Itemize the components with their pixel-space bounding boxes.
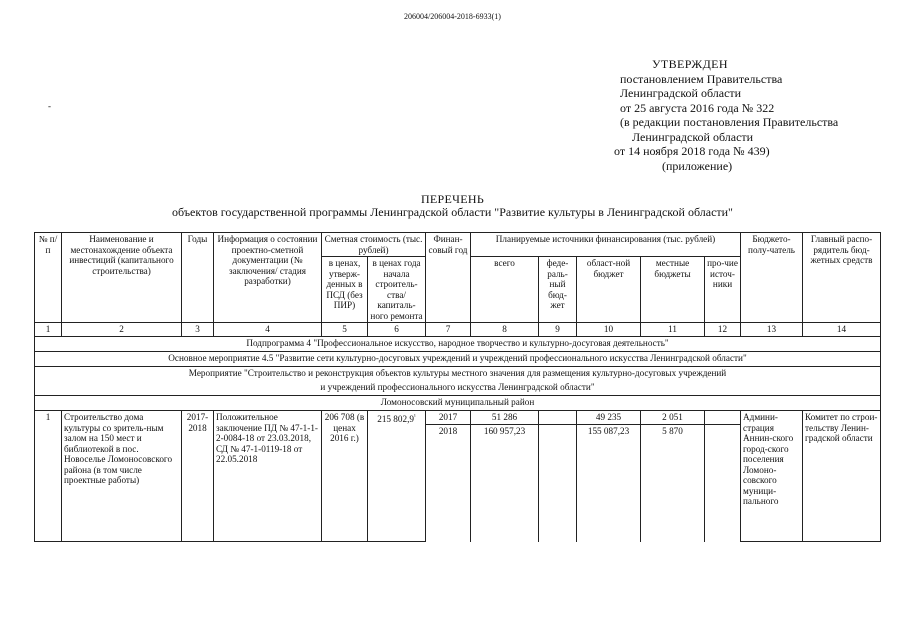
margin-mark: -	[48, 101, 51, 111]
main-activity-row: Основное мероприятие 4.5 "Развитие сети культурно-досуговых учреждений и учреждений профессионального искусства Ленинградской области"	[35, 352, 881, 367]
row-name: Строительство дома культуры со зритель-ным залом на 150 мест и библиотекой в пос. Новоселье Ломоносовского района (в том числе проектные работы)	[62, 411, 182, 542]
header-total: всего	[471, 257, 539, 323]
header-recipient: Бюджето-полу-чатель	[741, 233, 803, 323]
approval-line: Ленинградской области	[620, 86, 742, 100]
header-cost-psd: в ценах, утверж-денных в ПСД (без ПИР)	[322, 257, 368, 323]
row-years: 2017-2018	[182, 411, 214, 542]
approval-line: постановлением Правительства	[620, 71, 783, 86]
subprogram-row: Подпрограмма 4 "Профессиональное искусство, народное творчество и культурно-досуговая деятельность"	[35, 337, 881, 352]
header-fin-year: Финан-совый год	[426, 233, 471, 323]
column-number: 5	[322, 323, 368, 337]
header-other: про-чие источ-ники	[705, 257, 741, 323]
column-number: 2	[62, 323, 182, 337]
column-number: 12	[705, 323, 741, 337]
header-cost-start: в ценах года начала строитель-ства/ капиталь-ного ремонта	[368, 257, 426, 323]
row-info: Положительное заключение ПД № 47-1-1-2-0084-18 от 23.03.2018, СД № 47-1-0119-18 от 22.05.2018	[214, 411, 322, 542]
column-number: 10	[577, 323, 641, 337]
column-number: 7	[426, 323, 471, 337]
fin-regional: 155 087,23	[577, 425, 641, 542]
row-manager: Комитет по строи-тельству Ленин-градской области	[803, 411, 881, 542]
approval-line: от 14 ноября 2018 года № 439)	[614, 144, 770, 158]
row-cost-psd: 206 708 (в ценах 2016 г.)	[322, 411, 368, 542]
district-row: Ломоносовский муниципальный район	[35, 396, 881, 411]
document-title: ПЕРЕЧЕНЬ	[420, 192, 485, 206]
header-years: Годы	[182, 233, 214, 323]
approval-line: (приложение)	[662, 158, 733, 173]
footnote-mark: ¹	[413, 414, 416, 420]
column-number: 11	[641, 323, 705, 337]
activity-row: Мероприятие "Строительство и реконструкция объектов культуры местного значения для размещения культурно-досуговых учреждений	[35, 367, 881, 382]
fin-total: 51 286	[471, 411, 539, 425]
fin-federal	[539, 425, 577, 542]
column-number: 4	[214, 323, 322, 337]
document-subtitle: объектов государственной программы Ленинградской области "Развитие культуры в Ленинградской области"	[172, 205, 733, 219]
approval-line: (в редакции постановления Правительства	[620, 115, 839, 129]
column-number: 6	[368, 323, 426, 337]
objects-table	[34, 232, 881, 542]
approval-line: Ленинградской области	[632, 129, 754, 144]
activity-row-continued: и учреждений профессионального искусства Ленинградской области"	[35, 381, 881, 396]
approval-block	[608, 57, 838, 173]
header-name: Наименование и местонахождение объекта инвестиций (капитального строительства)	[62, 233, 182, 323]
row-cost-start	[368, 411, 426, 542]
fin-other	[705, 425, 741, 542]
row-recipient: Админи-страция Аннин-ского город-ского поселения Ломоно-совского муници-пального	[741, 411, 803, 542]
fin-regional: 49 235	[577, 411, 641, 425]
header-federal: феде-раль-ный бюд-жет	[539, 257, 577, 323]
column-number: 3	[182, 323, 214, 337]
header-sources: Планируемые источники финансирования (тыс. рублей)	[471, 233, 741, 257]
fin-federal	[539, 411, 577, 425]
header-info: Информация о состоянии проектно-сметной документации (№ заключения/ стадия разработки)	[214, 233, 322, 323]
header-manager: Главный распо-рядитель бюд-жетных средств	[803, 233, 881, 323]
table-row	[35, 411, 881, 425]
header-regional: област-ной бюджет	[577, 257, 641, 323]
header-cost: Сметная стоимость (тыс. рублей)	[322, 233, 426, 257]
fin-other	[705, 411, 741, 425]
row-num: 1	[35, 411, 62, 542]
approval-line: от 25 августа 2016 года № 322	[620, 100, 775, 115]
approval-heading: УТВЕРЖДЕН	[652, 57, 728, 71]
column-number: 9	[539, 323, 577, 337]
fin-local: 2 051	[641, 411, 705, 425]
header-num: № п/п	[35, 233, 62, 323]
fin-local: 5 870	[641, 425, 705, 542]
column-number: 1	[35, 323, 62, 337]
column-number: 8	[471, 323, 539, 337]
document-id: 206004/206004-2018-6933(1)	[404, 12, 501, 21]
fin-year: 2017	[426, 411, 471, 425]
header-local: местные бюджеты	[641, 257, 705, 323]
fin-year: 2018	[426, 425, 471, 542]
fin-total: 160 957,23	[471, 425, 539, 542]
row-cost-start-value: 215 802,9	[377, 414, 414, 425]
column-number: 14	[803, 323, 881, 337]
column-number: 13	[741, 323, 803, 337]
